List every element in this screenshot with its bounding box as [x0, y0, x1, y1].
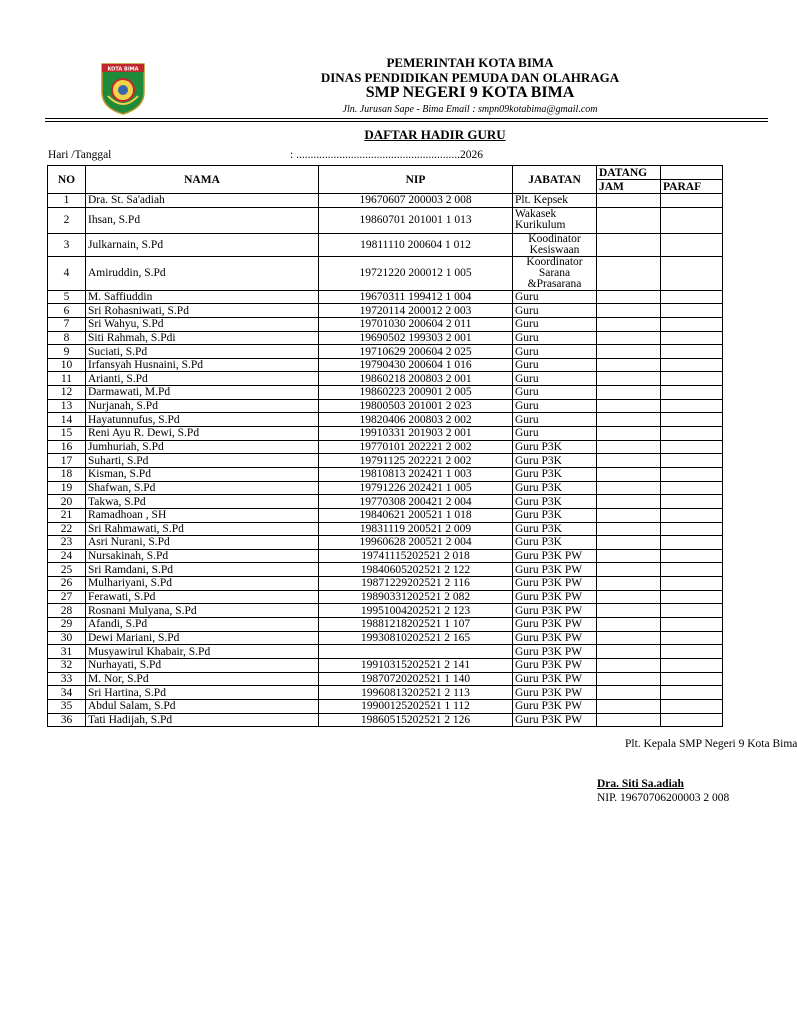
row-nama: Ramadhoan , SH: [86, 508, 319, 522]
row-jabatan: Guru: [513, 427, 597, 441]
row-jabatan: Guru: [513, 345, 597, 359]
row-nip: 19791125 202221 2 002: [319, 454, 513, 468]
row-jabatan: Guru P3K PW: [513, 672, 597, 686]
table-row: [48, 672, 723, 686]
row-nama: Suharti, S.Pd: [86, 454, 319, 468]
table-row: [48, 290, 723, 304]
row-paraf: [661, 658, 723, 672]
row-jam: [597, 207, 661, 233]
row-paraf: [661, 686, 723, 700]
row-no: 23: [48, 536, 86, 550]
row-nama: Asri Nurani, S.Pd: [86, 536, 319, 550]
row-paraf: [661, 590, 723, 604]
table-row: [48, 413, 723, 427]
row-jabatan: Guru: [513, 290, 597, 304]
row-paraf: [661, 290, 723, 304]
row-nama: Irfansyah Husnaini, S.Pd: [86, 358, 319, 372]
row-jam: [597, 658, 661, 672]
row-jabatan: Guru P3K PW: [513, 604, 597, 618]
row-paraf: [661, 304, 723, 318]
row-nip: 19910315202521 2 141: [319, 658, 513, 672]
table-row: [48, 522, 723, 536]
row-no: 27: [48, 590, 86, 604]
row-jabatan: Koodinator Kesiswaan: [513, 233, 597, 256]
row-no: 19: [48, 481, 86, 495]
table-header-row-1: [48, 166, 723, 180]
row-jabatan: Guru P3K PW: [513, 645, 597, 659]
row-jam: [597, 604, 661, 618]
row-nama: Jumhuriah, S.Pd: [86, 440, 319, 454]
row-nama: Dra. St. Sa'adiah: [86, 194, 319, 208]
row-nip: 19820406 200803 2 002: [319, 413, 513, 427]
row-paraf: [661, 577, 723, 591]
col-header-blank: [661, 166, 723, 180]
row-jabatan: Guru: [513, 372, 597, 386]
row-nip: 19721220 200012 1 005: [319, 256, 513, 290]
row-jabatan: Koordinator Sarana &Prasarana: [513, 256, 597, 290]
row-paraf: [661, 440, 723, 454]
row-jabatan: Guru P3K PW: [513, 713, 597, 727]
row-no: 13: [48, 399, 86, 413]
row-no: 21: [48, 508, 86, 522]
row-nama: Sri Rohasniwati, S.Pd: [86, 304, 319, 318]
row-no: 29: [48, 618, 86, 632]
table-row: [48, 590, 723, 604]
row-jam: [597, 590, 661, 604]
table-row: [48, 604, 723, 618]
row-nip: 19881218202521 1 107: [319, 618, 513, 632]
row-paraf: [661, 481, 723, 495]
row-no: 17: [48, 454, 86, 468]
row-nama: Julkarnain, S.Pd: [86, 233, 319, 256]
row-paraf: [661, 358, 723, 372]
row-no: 28: [48, 604, 86, 618]
table-row: [48, 577, 723, 591]
col-header-datang: DATANG: [597, 166, 661, 180]
table-row: [48, 454, 723, 468]
date-value: : .........................................................2026: [290, 149, 483, 161]
row-no: 11: [48, 372, 86, 386]
row-paraf: [661, 563, 723, 577]
row-paraf: [661, 427, 723, 441]
row-no: 12: [48, 386, 86, 400]
row-paraf: [661, 194, 723, 208]
header-rule-thin: [45, 121, 768, 122]
row-nama: Sri Rahmawati, S.Pd: [86, 522, 319, 536]
row-nip: 19800503 201001 2 023: [319, 399, 513, 413]
row-no: 18: [48, 467, 86, 481]
row-nip: [319, 645, 513, 659]
row-no: 15: [48, 427, 86, 441]
table-row: [48, 467, 723, 481]
row-nama: Nurjanah, S.Pd: [86, 399, 319, 413]
row-no: 14: [48, 413, 86, 427]
row-nip: 19860218 200803 2 001: [319, 372, 513, 386]
row-no: 24: [48, 549, 86, 563]
row-nip: 19670607 200003 2 008: [319, 194, 513, 208]
table-row: [48, 686, 723, 700]
row-paraf: [661, 672, 723, 686]
row-no: 34: [48, 686, 86, 700]
row-jam: [597, 345, 661, 359]
row-no: 6: [48, 304, 86, 318]
row-jam: [597, 399, 661, 413]
row-nama: Sri Hartina, S.Pd: [86, 686, 319, 700]
row-jabatan: Guru: [513, 317, 597, 331]
table-row: [48, 713, 723, 727]
row-paraf: [661, 454, 723, 468]
signature-position: Plt. Kepala SMP Negeri 9 Kota Bima: [625, 738, 797, 750]
row-no: 22: [48, 522, 86, 536]
row-jabatan: Guru P3K: [513, 508, 597, 522]
row-paraf: [661, 331, 723, 345]
row-jam: [597, 631, 661, 645]
row-nip: 19860223 200901 2 005: [319, 386, 513, 400]
row-nama: Suciati, S.Pd: [86, 345, 319, 359]
row-jabatan: Guru: [513, 413, 597, 427]
row-nip: 19840605202521 2 122: [319, 563, 513, 577]
row-nip: 19900125202521 1 112: [319, 699, 513, 713]
row-jam: [597, 563, 661, 577]
row-jabatan: Guru: [513, 358, 597, 372]
row-nip: 19770308 200421 2 004: [319, 495, 513, 509]
row-nip: 19770101 202221 2 002: [319, 440, 513, 454]
row-jabatan: Guru P3K: [513, 495, 597, 509]
row-jam: [597, 467, 661, 481]
row-jabatan: Guru P3K PW: [513, 618, 597, 632]
row-nama: Sri Ramdani, S.Pd: [86, 563, 319, 577]
row-nama: Afandi, S.Pd: [86, 618, 319, 632]
row-jabatan: Guru P3K PW: [513, 549, 597, 563]
header-department: DINAS PENDIDIKAN PEMUDA DAN OLAHRAGA: [320, 70, 620, 85]
row-jam: [597, 481, 661, 495]
row-nip: 19960813202521 2 113: [319, 686, 513, 700]
row-no: 16: [48, 440, 86, 454]
row-jabatan: Guru P3K: [513, 440, 597, 454]
row-nip: 19710629 200604 2 025: [319, 345, 513, 359]
row-nip: 19930810202521 2 165: [319, 631, 513, 645]
row-no: 7: [48, 317, 86, 331]
row-nip: 19690502 199303 2 001: [319, 331, 513, 345]
col-header-jabatan: JABATAN: [513, 166, 597, 194]
row-no: 26: [48, 577, 86, 591]
row-paraf: [661, 713, 723, 727]
header-school: SMP NEGERI 9 KOTA BIMA: [365, 84, 575, 101]
row-jam: [597, 495, 661, 509]
row-paraf: [661, 345, 723, 359]
row-nama: Abdul Salam, S.Pd: [86, 699, 319, 713]
logo-text: KOTA BIMA: [107, 66, 139, 73]
row-nip: 19790430 200604 1 016: [319, 358, 513, 372]
row-nama: Siti Rahmah, S.Pdi: [86, 331, 319, 345]
table-row: [48, 304, 723, 318]
row-paraf: [661, 631, 723, 645]
row-jabatan: Wakasek Kurikulum: [513, 207, 597, 233]
header-rule-thick: [45, 118, 768, 119]
row-nama: M. Nor, S.Pd: [86, 672, 319, 686]
row-nip: 19840621 200521 1 018: [319, 508, 513, 522]
row-jabatan: Guru P3K PW: [513, 658, 597, 672]
row-paraf: [661, 207, 723, 233]
row-jam: [597, 440, 661, 454]
row-jabatan: Guru P3K PW: [513, 577, 597, 591]
row-paraf: [661, 645, 723, 659]
row-paraf: [661, 522, 723, 536]
row-paraf: [661, 467, 723, 481]
table-row: [48, 699, 723, 713]
row-nip: 19791226 202421 1 005: [319, 481, 513, 495]
row-nama: Hayatunnufus, S.Pd: [86, 413, 319, 427]
row-paraf: [661, 536, 723, 550]
row-nama: Darmawati, M.Pd: [86, 386, 319, 400]
row-jabatan: Guru: [513, 386, 597, 400]
table-row: [48, 631, 723, 645]
row-jabatan: Guru P3K PW: [513, 699, 597, 713]
row-no: 20: [48, 495, 86, 509]
row-paraf: [661, 699, 723, 713]
row-nip: 19810813 202421 1 003: [319, 467, 513, 481]
table-row: [48, 317, 723, 331]
row-nama: Rosnani Mulyana, S.Pd: [86, 604, 319, 618]
row-nip: 19720114 200012 2 003: [319, 304, 513, 318]
row-nama: Ferawati, S.Pd: [86, 590, 319, 604]
signature-name: Dra. Siti Sa.adiah: [597, 778, 684, 790]
table-row: [48, 618, 723, 632]
row-jam: [597, 233, 661, 256]
row-jabatan: Guru: [513, 304, 597, 318]
col-header-jam: JAM: [597, 180, 661, 194]
row-jabatan: Guru P3K PW: [513, 590, 597, 604]
row-no: 36: [48, 713, 86, 727]
table-row: [48, 233, 723, 256]
row-jam: [597, 256, 661, 290]
row-nip: 19831119 200521 2 009: [319, 522, 513, 536]
row-jabatan: Guru P3K: [513, 522, 597, 536]
date-label: Hari /Tanggal: [48, 149, 112, 161]
row-paraf: [661, 386, 723, 400]
table-row: [48, 508, 723, 522]
row-jam: [597, 508, 661, 522]
row-jam: [597, 331, 661, 345]
row-paraf: [661, 256, 723, 290]
row-paraf: [661, 372, 723, 386]
row-nip: 19811110 200604 1 012: [319, 233, 513, 256]
row-no: 33: [48, 672, 86, 686]
row-jabatan: Guru: [513, 331, 597, 345]
row-jabatan: Guru P3K: [513, 481, 597, 495]
row-nip: 19741115202521 2 018: [319, 549, 513, 563]
table-row: [48, 256, 723, 290]
row-nama: Shafwan, S.Pd: [86, 481, 319, 495]
row-jabatan: Guru P3K: [513, 536, 597, 550]
row-paraf: [661, 604, 723, 618]
table-row: [48, 658, 723, 672]
row-jabatan: Plt. Kepsek: [513, 194, 597, 208]
row-jam: [597, 686, 661, 700]
row-no: 9: [48, 345, 86, 359]
row-jam: [597, 577, 661, 591]
table-row: [48, 536, 723, 550]
table-row: [48, 386, 723, 400]
row-jam: [597, 317, 661, 331]
row-jam: [597, 713, 661, 727]
row-jam: [597, 427, 661, 441]
row-no: 8: [48, 331, 86, 345]
row-no: 35: [48, 699, 86, 713]
row-no: 10: [48, 358, 86, 372]
row-paraf: [661, 549, 723, 563]
row-jam: [597, 358, 661, 372]
col-header-nip: NIP: [319, 166, 513, 194]
row-nama: Ihsan, S.Pd: [86, 207, 319, 233]
row-jam: [597, 699, 661, 713]
table-row: [48, 345, 723, 359]
row-nama: Arianti, S.Pd: [86, 372, 319, 386]
row-no: 25: [48, 563, 86, 577]
row-nama: Nursakinah, S.Pd: [86, 549, 319, 563]
signature-nip: NIP. 19670706200003 2 008: [597, 792, 730, 804]
row-nip: 19910331 201903 2 001: [319, 427, 513, 441]
row-jam: [597, 372, 661, 386]
row-nip: 19670311 199412 1 004: [319, 290, 513, 304]
row-jam: [597, 522, 661, 536]
col-header-no: NO: [48, 166, 86, 194]
row-nip: 19871229202521 2 116: [319, 577, 513, 591]
table-row: [48, 495, 723, 509]
row-no: 1: [48, 194, 86, 208]
table-row: [48, 207, 723, 233]
row-nama: Amiruddin, S.Pd: [86, 256, 319, 290]
row-jabatan: Guru P3K PW: [513, 563, 597, 577]
row-nama: Musyawirul Khabair, S.Pd: [86, 645, 319, 659]
table-row: [48, 440, 723, 454]
table-row: [48, 358, 723, 372]
row-jabatan: Guru P3K: [513, 467, 597, 481]
table-row: [48, 427, 723, 441]
row-jam: [597, 549, 661, 563]
document-title: DAFTAR HADIR GURU: [364, 127, 506, 142]
row-nama: Nurhayati, S.Pd: [86, 658, 319, 672]
row-jam: [597, 645, 661, 659]
header-government: PEMERINTAH KOTA BIMA: [386, 55, 554, 70]
row-nip: 19890331202521 2 082: [319, 590, 513, 604]
row-jabatan: Guru: [513, 399, 597, 413]
row-nama: Kisman, S.Pd: [86, 467, 319, 481]
row-no: 3: [48, 233, 86, 256]
row-paraf: [661, 317, 723, 331]
table-row: [48, 372, 723, 386]
table-body: [48, 194, 723, 727]
row-jam: [597, 304, 661, 318]
row-jabatan: Guru P3K PW: [513, 686, 597, 700]
row-no: 2: [48, 207, 86, 233]
row-jam: [597, 536, 661, 550]
table-row: [48, 645, 723, 659]
row-paraf: [661, 508, 723, 522]
row-jam: [597, 290, 661, 304]
row-paraf: [661, 399, 723, 413]
row-no: 31: [48, 645, 86, 659]
col-header-paraf: PARAF: [661, 180, 723, 194]
row-nip: 19860515202521 2 126: [319, 713, 513, 727]
row-paraf: [661, 618, 723, 632]
row-jabatan: Guru P3K: [513, 454, 597, 468]
row-jam: [597, 672, 661, 686]
row-jabatan: Guru P3K PW: [513, 631, 597, 645]
row-no: 32: [48, 658, 86, 672]
row-paraf: [661, 495, 723, 509]
row-nip: 19870720202521 1 140: [319, 672, 513, 686]
table-row: [48, 194, 723, 208]
table-row: [48, 549, 723, 563]
table-row: [48, 563, 723, 577]
attendance-table: [47, 165, 723, 727]
row-nama: Tati Hadijah, S.Pd: [86, 713, 319, 727]
row-nip: 19701030 200604 2 011: [319, 317, 513, 331]
table-row: [48, 399, 723, 413]
row-jam: [597, 454, 661, 468]
row-paraf: [661, 413, 723, 427]
row-nama: Reni Ayu R. Dewi, S.Pd: [86, 427, 319, 441]
row-nama: Sri Wahyu, S.Pd: [86, 317, 319, 331]
row-no: 5: [48, 290, 86, 304]
table-row: [48, 481, 723, 495]
row-jam: [597, 194, 661, 208]
row-nama: M. Saffiuddin: [86, 290, 319, 304]
row-nama: Mulhariyani, S.Pd: [86, 577, 319, 591]
row-jam: [597, 413, 661, 427]
header-address: Jln. Jurusan Sape - Bima Email : smpn09kotabima@gmail.com: [342, 104, 598, 115]
row-paraf: [661, 233, 723, 256]
kota-bima-logo: [100, 62, 146, 116]
row-no: 4: [48, 256, 86, 290]
row-jam: [597, 386, 661, 400]
table-row: [48, 331, 723, 345]
row-jam: [597, 618, 661, 632]
row-nip: 19860701 201001 1 013: [319, 207, 513, 233]
col-header-nama: NAMA: [86, 166, 319, 194]
row-nama: Dewi Mariani, S.Pd: [86, 631, 319, 645]
row-no: 30: [48, 631, 86, 645]
row-nip: 19960628 200521 2 004: [319, 536, 513, 550]
row-nip: 19951004202521 2 123: [319, 604, 513, 618]
row-nama: Takwa, S.Pd: [86, 495, 319, 509]
